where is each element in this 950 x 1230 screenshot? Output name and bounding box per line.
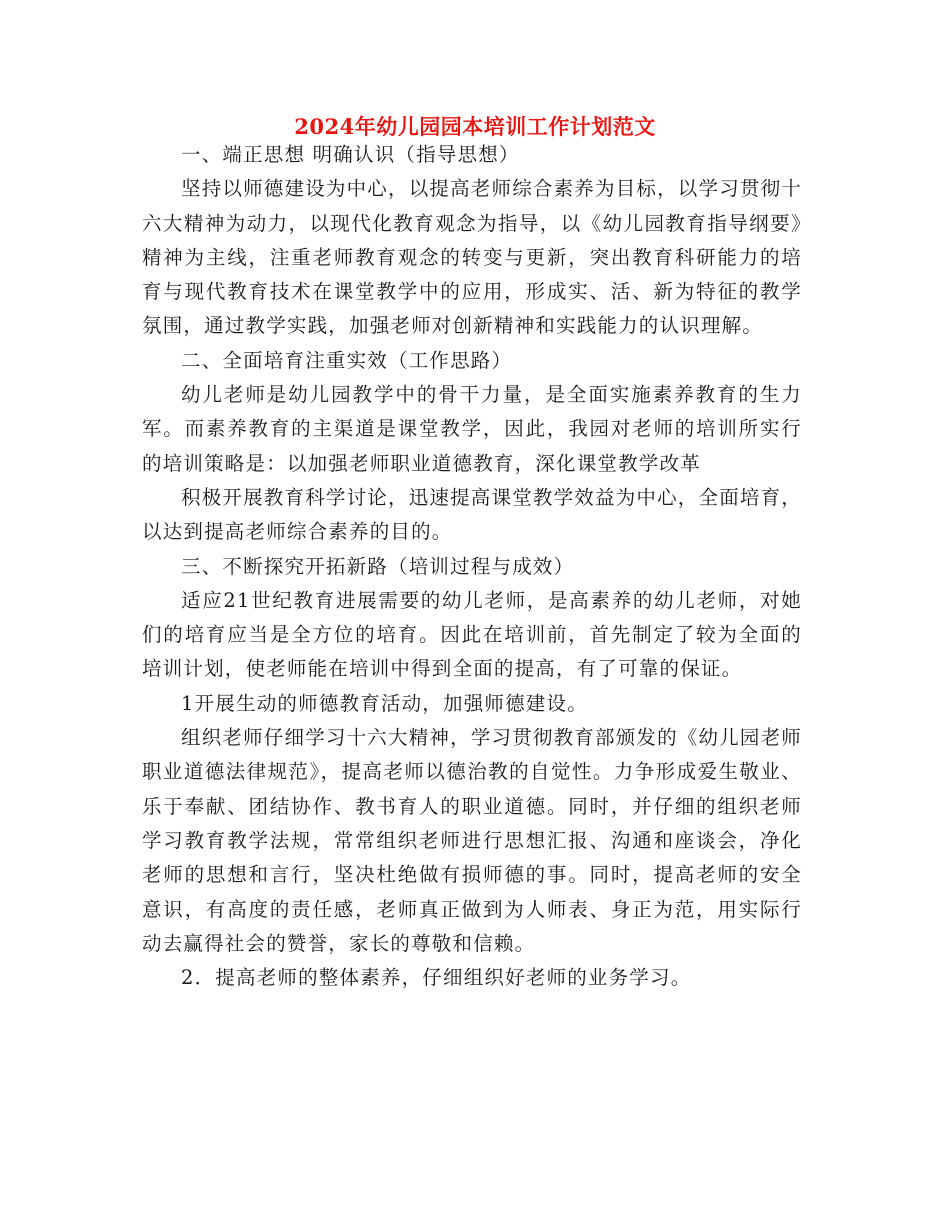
subsection-heading-2: 2．提高老师的整体素养，仔细组织好老师的业务学习。 — [181, 966, 692, 990]
paragraph: 坚持以师德建设为中心，以提高老师综合素养为目标，以学习贯彻十六大精神为动力，以现代化教育观念为指导，以《幼儿园教育指导纲要》精神为主线，注重老师教育观念的转变与更新，突出教育科研能力的培育与现代教育技术在课堂教学中的应用，形成实、活、新为特征的教学氛围，通过教学实践，加强老师对创新精神和实践能力的认识理解。 — [142, 177, 803, 338]
document-title: 2024年幼儿园园本培训工作计划范文 — [294, 114, 656, 139]
section-heading-2: 二、全面培育注重实效（工作思路） — [181, 348, 513, 372]
paragraph: 幼儿老师是幼儿园教学中的骨干力量，是全面实施素养教育的生力军。而素养教育的主渠道是课堂教学，因此，我园对老师的培训所实行的培训策略是：以加强老师职业道德教育，深化课堂教学改革 — [142, 383, 802, 475]
subsection-heading-1: 1开展生动的师德教育活动，加强师德建设。 — [181, 691, 588, 715]
section-heading-3: 三、不断探究开拓新路（培训过程与成效） — [181, 554, 575, 578]
document-body — [142, 138, 802, 995]
paragraph: 适应21世纪教育进展需要的幼儿老师，是高素养的幼儿老师，对她们的培育应当是全方位的培育。因此在培训前，首先制定了较为全面的培训计划，使老师能在培训中得到全面的提高，有了可靠的保证。 — [142, 588, 802, 681]
section-heading-1: 一、端正思想 明确认识（指导思想） — [181, 143, 520, 166]
paragraph: 积极开展教育科学讨论，迅速提高课堂教学效益为中心，全面培育，以达到提高老师综合素养的目的。 — [142, 485, 803, 544]
paragraph: 组织老师仔细学习十六大精神，学习贯彻教育部颁发的《幼儿园老师职业道德法律规范》，提高老师以德治教的自觉性。力争形成爱生敬业、乐于奉献、团结协作、教书育人的职业道德。同时，并仔细的组织老师学习教育教学法规，常常组织老师进行思想汇报、沟通和座谈会，净化老师的思想和言行，坚决杜绝做有损师德的事。同时，提高老师的安全意识，有高度的责任感，老师真正做到为人师表、身正为范，用实际行动去赢得社会的赞誉，家长的尊敬和信赖。 — [142, 726, 803, 955]
